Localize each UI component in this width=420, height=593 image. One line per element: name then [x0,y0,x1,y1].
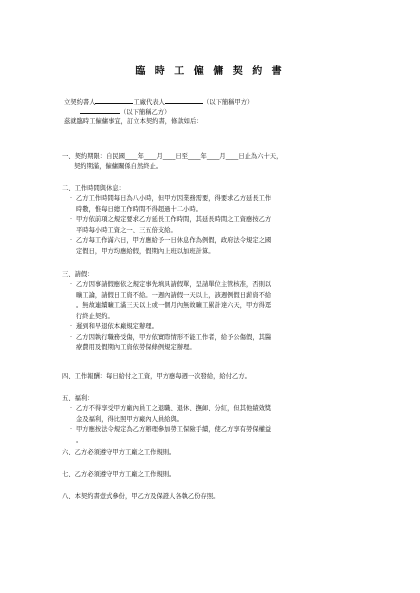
item-line: 定假日，甲方均應給假，假期內上班以加班計算。 [76,247,215,255]
blank-party-b [80,106,120,114]
term-line-1: 一、契約期限：自民國____年____月____日至____年____月____日止為六十天， [62,153,283,160]
section-remuneration: 四、工作報酬：每日給付之工資，甲方應每週一次發給，給付乙方。 [62,373,251,380]
item-line: 乙方因執行職務受傷，甲方依實際情形不能工作者，給予公傷假，其醫 [76,333,272,341]
item-line: 甲方應按法令規定為乙方辦理參加勞工保險手續，使乙方享有勞保權益 [76,426,272,433]
item-line: 甲方依前項之規定要求乙方延長工作時間，其延長時間之工資應按乙方 [76,216,272,223]
section-title: 二、工作時間與休息： [62,185,125,192]
list-item: · 遲到和早退依本廠規定辦理。 [62,322,354,333]
list-item: · 乙方因執行職務受傷，甲方依實際情形不能工作者，給予公傷假，其醫 療費用及假期內工資依勞保條例規定辦理。 [62,333,354,354]
section-welfare [62,394,362,446]
item-line: 金及福利，得比照甲方廠內人員給與。 [76,415,184,423]
section-working-hours [62,184,362,257]
item-line: 曠工論，請假日工資不給。一週內請假一天以上，該週例假日薪資不給 [76,291,272,299]
item-line: 乙方因事請假應依之規定事先填具請假單，呈請單位主管核准，否則以 [76,281,272,288]
list-item: · 乙方工作時間每日為八小時，但甲方因業務需要，得要求乙方延長工作 時數，惟每日總工作時間不得超過十二小時。 [62,194,354,215]
party-label: 立契約書人 [64,99,96,106]
list-item: · 乙方因事請假應依之規定事先填具請假單，呈請單位主管核准，否則以 曠工論，請假日工資不給。一週內請假一天以上，該週例假日薪資不給 。無故連續曠工滿三天以上或一個月內無故曠工累計達六天，甲方得逕 行終止契約。 [62,280,354,322]
item-line: 乙方不得享受甲方廠內員工之退職、退休、撫卹、分紅，但其他績效獎 [76,405,272,412]
blank-representative [165,96,203,104]
section-leave [62,270,362,354]
section-work-rules-2: 七、乙方必須遵守甲方工廠之工作規則。 [62,471,176,478]
section-contract-term [62,152,362,172]
term-line-2: 契約期滿，僱傭關係自然終止。 [74,163,163,170]
item-line: 平時每小時工資之一、三五倍支給。 [76,226,177,234]
list-item: · 乙方不得享受甲方廠內員工之退職、退休、撫卹、分紅，但其他績效獎 金及福利，得比照甲方廠內人員給與。 [62,404,354,425]
list-item: · 甲方應按法令規定為乙方辦理參加勞工保險手續，使乙方享有勞保權益 。 [62,425,354,446]
item-line: 乙方工作時間每日為八小時，但甲方因業務需要，得要求乙方延長工作 [76,195,272,202]
representative-label: 工廠代表人 [133,99,165,106]
list-item: · 乙方每工作滿六日，甲方應給予一日休息作為例假，政府法令規定之國 定假日，甲方均應給假，假期內上班以加班計算。 [62,236,354,257]
section-copies: 八、本契約書壹式參份，甲乙方及保證人各執乙份存照。 [62,493,220,500]
party-b-note: （以下簡稱乙方） [120,109,171,116]
item-line: 時數，惟每日總工作時間不得超過十二小時。 [76,205,202,213]
section-title: 五、福利： [62,395,94,402]
item-line: 乙方每工作滿六日，甲方應給予一日休息作為例假，政府法令規定之國 [76,237,272,244]
list-item: · 甲方依前項之規定要求乙方延長工作時間，其延長時間之工資應按乙方 平時每小時工資之一、三五倍支給。 [62,215,354,236]
item-line: 。 [76,436,83,444]
section-title: 三、請假： [62,271,94,278]
item-line: 療費用及假期內工資依勞保條例規定辦理。 [76,344,196,351]
blank-party-name [95,96,133,104]
party-a-note: （以下簡稱甲方） [202,99,254,106]
item-line: 行終止契約。 [76,312,114,320]
item-line: 。無故連續曠工滿三天以上或一個月內無故曠工累計達六天，甲方得逕 [76,302,272,309]
document-title: 臨 時 工 僱 傭 契 約 書 [135,66,285,77]
section-work-rules: 六、乙方必須遵守甲方工廠之工作規則。 [62,449,176,456]
preamble: 茲就臨時工僱傭事宜，訂立本契約書，條款如后： [64,118,203,125]
item-line: 遲到和早退依本廠規定辦理。 [76,323,158,330]
